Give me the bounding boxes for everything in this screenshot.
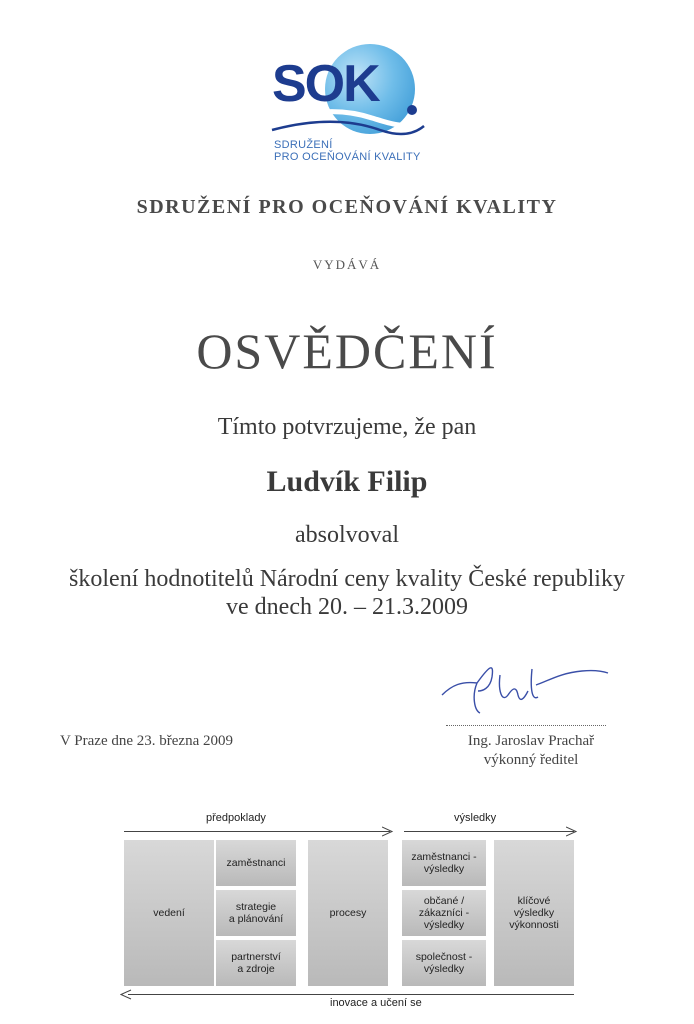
excellence-model-diagram	[118, 810, 583, 1010]
prerequisites-arrow	[124, 831, 390, 832]
organization-name: SDRUŽENÍ PRO OCEŇOVÁNÍ KVALITY	[136, 196, 558, 218]
arrow-left-icon	[120, 989, 132, 1001]
recipient-name: Ludvík Filip	[266, 465, 428, 498]
signer-role: výkonný ředitel	[483, 752, 579, 768]
course-line-1: školení hodnotitelů Národní ceny kvality České republiky	[69, 566, 625, 592]
box-strategy: strategie a plánování	[216, 890, 296, 936]
confirmation-text: Tímto potvrzujeme, že pan	[217, 414, 477, 440]
logo-subtitle-1: SDRUŽENÍ	[274, 139, 333, 151]
innovation-arrow	[128, 994, 574, 995]
signature-line	[446, 725, 606, 726]
box-customer-results: občané / zákazníci - výsledky	[402, 890, 486, 936]
box-partnerships: partnerství a zdroje	[216, 940, 296, 986]
logo-subtitle-2: PRO OCEŇOVÁNÍ KVALITY	[274, 151, 421, 163]
arrow-right-icon	[566, 826, 578, 838]
results-label: výsledky	[454, 812, 497, 824]
box-processes: procesy	[308, 840, 388, 986]
place-date: V Praze dne 23. března 2009	[60, 733, 233, 749]
signature-icon	[432, 655, 612, 720]
box-employee-results: zaměstnanci - výsledky	[402, 840, 486, 886]
completed-text: absolvoval	[295, 522, 399, 548]
certificate-title: OSVĚDČENÍ	[196, 323, 498, 379]
arrow-right-icon	[382, 826, 394, 838]
logo-text: SOK	[272, 55, 379, 113]
box-employees: zaměstnanci	[216, 840, 296, 886]
box-society-results: společnost - výsledky	[402, 940, 486, 986]
course-line-2: ve dnech 20. – 21.3.2009	[226, 594, 468, 620]
signer-name: Ing. Jaroslav Prachař	[467, 733, 595, 749]
prerequisites-label: předpoklady	[206, 812, 266, 824]
issues-label: VYDÁVÁ	[312, 257, 382, 272]
results-arrow	[404, 831, 574, 832]
box-leadership: vedení	[124, 840, 214, 986]
box-key-results: klíčové výsledky výkonnosti	[494, 840, 574, 986]
course-description	[0, 565, 694, 621]
innovation-label: inovace a učení se	[330, 997, 422, 1009]
sok-logo	[262, 40, 432, 170]
